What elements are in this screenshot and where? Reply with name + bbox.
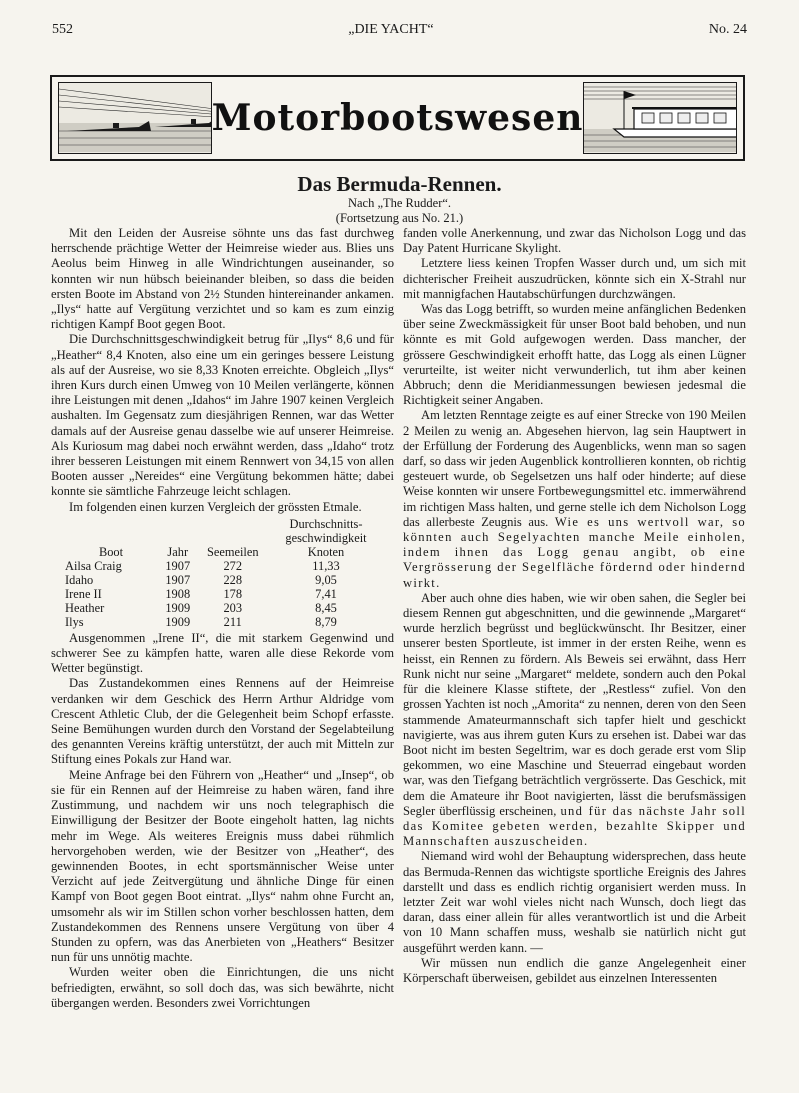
column-header-speed: Durchschnitts-geschwindigkeit Knoten: [285, 516, 367, 559]
paragraph: Ausgenommen „Irene II“, die mit starkem Gegenwind und schwerer See zu kämpfen hatte, waren alle diese Rekorde vom Wetter begünstigt.: [51, 630, 394, 676]
spaced-text: und für das nächste Jahr soll das Komitee gebeten werden, bezahlte Skipper und Mannschaften auszuscheiden.: [403, 803, 746, 849]
cell-year: 1908: [165, 586, 191, 601]
paragraph: fanden volle Anerkennung, und zwar das Nicholson Logg und das Day Patent Hurricane Skylight.: [403, 226, 746, 256]
paragraph: Was das Logg betrifft, so wurden meine anfänglichen Bedenken über seine Zweckmässigkeit für unser Boot bald behoben, und nun könnte es mit Gold aufgewogen werden. Dass mancher, der grössere Geschwindigkeit erhofft hatte, das Logg als einen Lügner verurteilte, ist weiter nicht verwunderlich, tut ihm aber keinen Abbruch; denn die Meridianmessungen bewiesen jedesmal die Richtigkeit seiner Angaben.: [403, 302, 746, 408]
column-header-year: Jahr: [167, 544, 189, 559]
article-continuation: (Fortsetzung aus No. 21.): [335, 211, 464, 225]
table-row: [63, 601, 383, 615]
paragraph: Letztere liess keinen Tropfen Wasser durch und, um sich mit dichterischer Freiheit auszudrücken, könnte sich ein X-Strahl nur mit mannigfachen Hautabschürfungen durchzwängen.: [403, 256, 746, 301]
cell-boot: Irene II: [65, 586, 102, 601]
paragraph: Die Durchschnittsgeschwindigkeit betrug für „Ilys“ 8,6 und für „Heather“ 8,4 Knoten, also eine um ein geringes bessere Leistung als auf der Ausreise, wo sie 8,33 Knoten erreichte. Obgleich „Ilys“ ihren Kurs durch einen Umweg von 10 Meilen verlängerte, können ihre Leistungen mit denen „Idahos“ im Jahre 1907 keinen Vergleich aushalten. Im Gegensatz zum diesjährigen Rennen, war das Wetter damals auf der Ausreise genau dasselbe wie auf unserer Heimreise. Als Kuriosum mag dabei noch erwähnt werden, dass „Idaho“ trotz ihrer besseren Leistungen mit einem Rennwert von 34,15 von allen Booten ausser „Nereides“ eine Vergütung bekommen hätte; dabei konnte sie sämtliche Fahrzeuge leicht schlagen.: [51, 332, 394, 499]
article-source: Nach „The Rudder“.: [347, 196, 452, 210]
spaced-text: Wie es uns wertvoll war, so könnten auch Segelyachten manche Meile einholen, indem ihnen das Logg genau angibt, ob eine Vergrösserung der Segelfläche fördernd oder hindernd wirkt.: [403, 514, 746, 590]
paragraph: [403, 408, 746, 590]
journal-title: „DIE YACHT“: [348, 22, 434, 37]
cell-boot: Ilys: [65, 614, 84, 629]
article-byline: [0, 196, 799, 226]
table-header-row: [63, 517, 383, 559]
table-row: [63, 587, 383, 601]
cell-miles: 228: [223, 572, 243, 587]
column-header-miles: Seemeilen: [206, 544, 259, 559]
cell-speed: 11,33: [312, 558, 340, 573]
cell-speed: 8,79: [315, 614, 337, 629]
table-row: [63, 559, 383, 573]
section-banner: [50, 75, 745, 161]
paragraph: Mit den Leiden der Ausreise söhnte uns das fast durchweg herrschende prächtige Wetter der Heimreise wieder aus. Blies uns Aeolus beim Hinweg in alle Windrichtungen auseinander, so konnten wir nun hübsch beieinander bleiben, so dass die beiden ersten Boote im Abstand von 2½ Stunden hintereinander ankamen. „Ilys“ hatte auf Vergütung verzichtet und so kam es zum einzig richtigen Kampf Boot gegen Boot.: [51, 226, 394, 332]
left-column: [51, 226, 394, 1011]
cell-boot: Heather: [65, 600, 105, 615]
right-column: [403, 226, 746, 986]
cell-miles: 272: [223, 558, 243, 573]
cell-speed: 8,45: [315, 600, 337, 615]
paragraph: [403, 591, 746, 849]
records-table: [63, 517, 383, 629]
table-row: [63, 615, 383, 629]
running-head: [52, 22, 747, 38]
paragraph: Im folgenden einen kurzen Vergleich der grössten Etmale.: [69, 499, 362, 514]
paragraph: Wir müssen nun endlich die ganze Angelegenheit einer Körperschaft überweisen, gebildet aus einzelnen Interessenten: [403, 955, 746, 985]
paragraph-text: Aber auch ohne dies haben, wie wir oben sahen, die Segler bei diesem Rennen gut abgeschnitten, und die gewinnende „Margaret“ wurde herzlich begrüsst und beglückwünscht. Ihr Besitzer, einer unserer besten Sportleute, ist immer in der ersten Reihe, wenn es heisst, ein Rennen zu fördern. Als Beweis sei erwähnt, dass Herr Runk nicht nur seine „Margaret“ meldete, sondern auch den Pokal für die kleinere Klasse stiftete, der „Restless“ zufiel. Von den grossen Yachten ist noch „Amorita“ zu nennen, deren von den Seen stammende Amateurmannschaft sich tapfer hielt und geschickt navigierte, was aus ihrem guten Kurs zu ersehen ist. Dabei war das Boot nicht im besten Segeltrim, war es doch gerade erst vom Slip gekommen, wo eine Maschine und Steuerrad eingebaut worden war, was den Tiefgang beträchtlich vergrösserte. Das Geschick, mit dem die Amateure ihr Boot navigierten, lässt die berufsmässigen Segler überflüssig erscheinen,: [403, 590, 746, 818]
cell-miles: 178: [223, 586, 243, 601]
paragraph: Das Zustandekommen eines Rennens auf der Heimreise verdanken wir dem Geschick des Herrn Arthur Aldridge vom Crescent Athletic Club, der die Gelegenheit beim Schopf erfasste. Seine Bemühungen wurden durch den Vorstand der Segelabteilung des genannten Vereins kräftig unterstützt, der auch mit Mitteln zur Stiftung eines Pokals zur Hand war.: [51, 676, 394, 767]
paragraph-text: Am letzten Renntage zeigte es auf einer Strecke von 190 Meilen 2 Meilen zu wenig an. Abgesehen hiervon, lag sein Hauptwert in der Erfüllung der Forderung des Augenblicks, wenn man so sagen darf, so dass wir jeden Augenblick kontrollieren konnten, ob richtig gesteuert wurde, ob Segelsetzen uns half oder hinderte; auf diese Weise konnten wir unsere Fortbewegungsmittel etc. immerwährend im richtigen Mass halten, und gerne stelle ich dem Nicholson Logg das allerbeste Zeugnis aus.: [403, 408, 746, 529]
motor-launch-illustration: [583, 82, 737, 154]
cell-miles: 203: [223, 600, 243, 615]
paragraph: Meine Anfrage bei den Führern von „Heather“ und „Insep“, ob sie für ein Rennen auf der Heimreise zu haben wären, fand ihre Zustimmung, und nachdem wir uns noch telegraphisch die Einwilligung der Besitzer der Boote eingeholt hatten, lag nichts mehr im Wege. Als weiteres Ereignis muss dabei rühmlich hervorgehoben werden, wie der Besitzer von „Heather“, des gewinnenden Bootes, in echt sportsmännischer Weise unter Verzicht auf jede Zeitvergütung und ähnliche Dinge für einen Kampf von Boot gegen Boot eintrat. „Ilys“ nahm ohne Furcht an, umsomehr als wir im Stillen schon vorher beschlossen hatten, dem Zustandekommen des Rennens unsere Vergütung von über 4 Stunden zu opfern, was das Anerbieten von „Heathers“ Besitzer nun für uns unnötig machte.: [51, 767, 394, 965]
cell-year: 1909: [165, 614, 191, 629]
cell-miles: 211: [223, 614, 242, 629]
paragraph: Wurden weiter oben die Einrichtungen, die uns nicht befriedigten, erwähnt, so soll doch das, was sich bewährte, nicht übergangen werden. Besonders zwei Vorrichtungen: [51, 965, 394, 1010]
cell-boot: Idaho: [65, 572, 94, 587]
paragraph: Niemand wird wohl der Behauptung widersprechen, dass heute das Bermuda-Rennen das wichtigste sportliche Ereignis des Jahres darstellt und dass es endlich richtig organisiert werden muss. In letzter Zeit war wohl vieles nicht nach Wunsch, doch liegt das daran, dass einer allein für alles verantwortlich ist und die Arbeit von 10 Mann schaffen muss, weshalb sie natürlich nicht gut ausgeführt werden kann. —: [403, 849, 746, 955]
section-title: Motorbootswesen: [211, 97, 584, 139]
cell-year: 1907: [165, 572, 191, 587]
cell-speed: 9,05: [315, 572, 337, 587]
table-row: [63, 573, 383, 587]
issue-number: No. 24: [708, 22, 747, 37]
cell-year: 1907: [165, 558, 191, 573]
racing-boats-illustration: [58, 82, 212, 154]
article-title: Das Bermuda-Rennen.: [297, 172, 502, 196]
cell-speed: 7,41: [315, 586, 337, 601]
cell-boot: Ailsa Craig: [65, 558, 122, 573]
column-header-boot: Boot: [98, 544, 124, 559]
page-number: 552: [52, 22, 73, 37]
cell-year: 1909: [165, 600, 191, 615]
